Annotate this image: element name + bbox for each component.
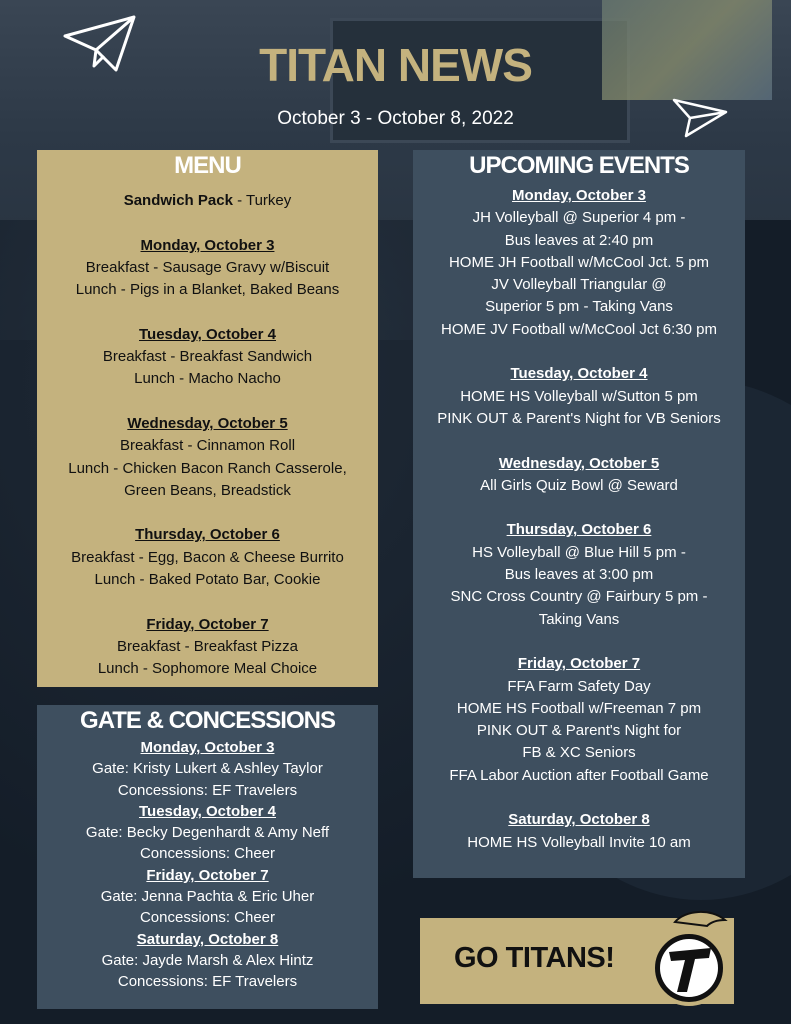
menu-day-group (37, 324, 378, 391)
event-day-heading: Thursday, October 6 (506, 521, 652, 539)
event-day-heading: Friday, October 7 (517, 655, 641, 673)
spacer (37, 391, 378, 413)
event-item: Bus leaves at 2:40 pm (504, 231, 654, 249)
event-day-heading: Tuesday, October 4 (510, 365, 648, 383)
menu-day-heading: Monday, October 3 (140, 236, 275, 254)
spacer (413, 430, 745, 452)
gate-item: Gate: Becky Degenhardt & Amy Neff (85, 824, 330, 842)
event-item: HOME HS Volleyball Invite 10 am (467, 833, 691, 851)
event-item: PINK OUT & Parent's Night for VB Seniors (437, 409, 721, 427)
menu-day-heading: Thursday, October 6 (135, 526, 280, 544)
spacer (37, 301, 378, 323)
event-item: Taking Vans (538, 610, 620, 628)
event-item: HOME JV Football w/McCool Jct 6:30 pm (441, 320, 717, 338)
events-panel (413, 150, 745, 878)
go-titans-banner (420, 918, 734, 1004)
menu-item: Breakfast - Sausage Gravy w/Biscuit (85, 258, 330, 276)
menu-item: Lunch - Macho Nacho (134, 370, 281, 388)
gate-concessions-panel (37, 705, 378, 1009)
gate-item: Gate: Jenna Pachta & Eric Uher (100, 888, 315, 906)
gate-day-group (37, 801, 378, 865)
gate-item: Gate: Jayde Marsh & Alex Hintz (101, 951, 314, 969)
event-item: PINK OUT & Parent's Night for (476, 722, 682, 740)
menu-item: Breakfast - Egg, Bacon & Cheese Burrito (71, 548, 344, 566)
menu-panel (37, 150, 378, 687)
gate-day-heading: Friday, October 7 (146, 866, 269, 884)
menu-item: Breakfast - Breakfast Sandwich (102, 348, 313, 366)
menu-day-group (37, 614, 378, 681)
event-item: JH Volleyball @ Superior 4 pm - (472, 209, 686, 227)
event-day-heading: Wednesday, October 5 (498, 454, 660, 472)
event-day-group (413, 363, 745, 430)
event-item: JV Volleyball Triangular @ (491, 276, 667, 294)
spacer (413, 787, 745, 809)
gate-item: Concessions: EF Travelers (117, 781, 298, 799)
event-item: HOME JH Football w/McCool Jct. 5 pm (448, 253, 710, 271)
gate-day-group (37, 737, 378, 801)
event-item: HS Volleyball @ Blue Hill 5 pm - (472, 543, 686, 561)
menu-item: Lunch - Chicken Bacon Ranch Casserole, (68, 459, 347, 477)
go-titans-slogan: GO TITANS! (454, 942, 615, 974)
gate-day-heading: Saturday, October 8 (136, 930, 279, 948)
gate-day-heading: Tuesday, October 4 (139, 802, 276, 820)
spacer (37, 212, 378, 234)
event-item: SNC Cross Country @ Fairbury 5 pm - (450, 588, 708, 606)
spacer (413, 341, 745, 363)
menu-item: Breakfast - Breakfast Pizza (117, 637, 298, 655)
event-item: FB & XC Seniors (522, 744, 636, 762)
menu-item: Lunch - Baked Potato Bar, Cookie (94, 571, 321, 589)
gate-day-heading: Monday, October 3 (140, 739, 275, 756)
menu-heading: MENU (174, 152, 241, 179)
event-day-group (413, 809, 745, 854)
spacer (413, 497, 745, 519)
event-item: All Girls Quiz Bowl @ Seward (480, 476, 678, 494)
gate-heading: GATE & CONCESSIONS (80, 707, 335, 734)
menu-item: Lunch - Pigs in a Blanket, Baked Beans (75, 281, 340, 299)
menu-day-heading: Wednesday, October 5 (127, 414, 288, 432)
menu-item: Green Beans, Breadstick (124, 481, 291, 499)
events-heading: UPCOMING EVENTS (469, 152, 689, 179)
gate-item: Gate: Kristy Lukert & Ashley Taylor (92, 760, 323, 778)
event-item: Bus leaves at 3:00 pm (504, 566, 654, 584)
gate-day-group (37, 929, 378, 993)
event-item: FFA Farm Safety Day (507, 677, 651, 695)
gate-item: Concessions: Cheer (139, 845, 276, 863)
gate-day-group (37, 865, 378, 929)
spacer (37, 502, 378, 524)
spacer (413, 631, 745, 653)
menu-day-heading: Tuesday, October 4 (139, 325, 276, 343)
event-day-heading: Monday, October 3 (512, 187, 646, 204)
event-item: Superior 5 pm - Taking Vans (485, 298, 673, 316)
event-day-heading: Saturday, October 8 (508, 811, 650, 829)
event-item: HOME HS Volleyball w/Sutton 5 pm (460, 387, 698, 405)
gate-item: Concessions: Cheer (139, 909, 276, 927)
menu-day-group (37, 413, 378, 502)
menu-item: Breakfast - Cinnamon Roll (119, 437, 296, 455)
event-day-group (413, 519, 745, 630)
date-range: October 3 - October 8, 2022 (277, 108, 514, 129)
gate-item: Concessions: EF Travelers (117, 973, 298, 991)
event-day-group (413, 185, 745, 341)
event-item: HOME HS Football w/Freeman 7 pm (456, 699, 702, 717)
sandwich-pack-line (37, 190, 378, 212)
menu-day-heading: Friday, October 7 (146, 615, 269, 633)
event-day-group (413, 453, 745, 498)
event-day-group (413, 653, 745, 787)
menu-day-group (37, 524, 378, 591)
page-title: TITAN NEWS (259, 39, 532, 91)
menu-day-group (37, 235, 378, 302)
spacer (37, 591, 378, 613)
sandwich-pack-value: - Turkey (232, 192, 292, 209)
menu-item: Lunch - Sophomore Meal Choice (97, 660, 318, 678)
event-item: FFA Labor Auction after Football Game (449, 766, 709, 784)
sandwich-pack-label: Sandwich Pack (123, 192, 233, 209)
titan-helmet-logo-icon (645, 908, 733, 1013)
